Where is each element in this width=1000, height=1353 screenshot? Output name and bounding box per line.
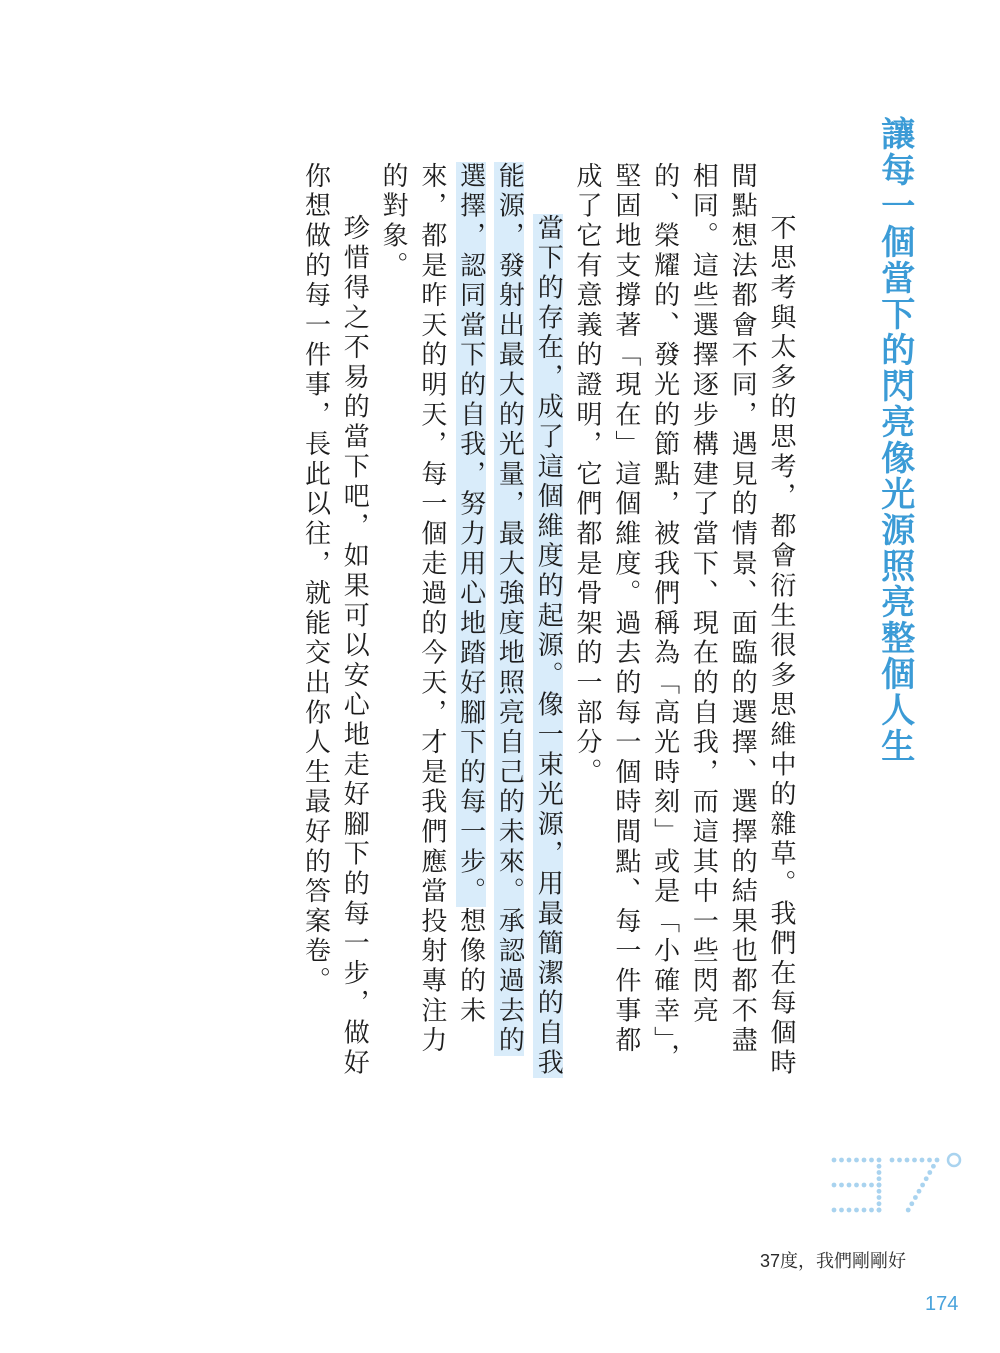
paragraph-2 <box>373 162 567 1082</box>
paragraph-1 <box>567 162 800 1082</box>
chapter-heading: 讓每一個當下的閃亮像光源照亮整個人生 <box>874 116 915 764</box>
book-title: 37度，我們剛剛好 <box>760 1251 907 1271</box>
page-number: 174 <box>925 1293 959 1315</box>
paragraph-3-text: 珍惜得之不易的當下吧，如果可以安心地走好腳下的每一步，做好你想做的每一件事，長此以往，就能交出你人生最好的答案卷。 <box>300 162 370 1079</box>
highlighted-text: 當下的存在，成了這個維度的起源。像一束光源，用最簡潔的自我能源，發射出最大的光量，最大強度地照亮自己的未來。承認過去的選擇，認同當下的自我，努力用心地踏好腳下的每一步。 <box>455 162 564 1079</box>
paragraph-3 <box>296 162 374 1082</box>
body-text <box>296 162 800 1082</box>
paragraph-1-text: 不思考與太多的思考，都會衍生很多思維中的雜草。我們在每個時間點想法都會不同，遇見的情景、面臨的選擇、選擇的結果也都不盡相同。這些選擇逐步構建了當下、現在的自我，而這其中一些閃亮的、榮耀的、發光的節點，被我們稱為「高光時刻」或是「小確幸」，堅固地支撐著「現在」這個維度。過去的每一個時間點、每一件事都成了它有意義的證明，它們都是骨架的一部分。 <box>572 162 796 1079</box>
paragraph-2-text: 想像的未來，都是昨天的明天，每一個走過的今天，才是我們應當投射專注力的對象。 <box>378 162 486 1056</box>
dotted-37-degree-icon <box>826 1148 966 1218</box>
